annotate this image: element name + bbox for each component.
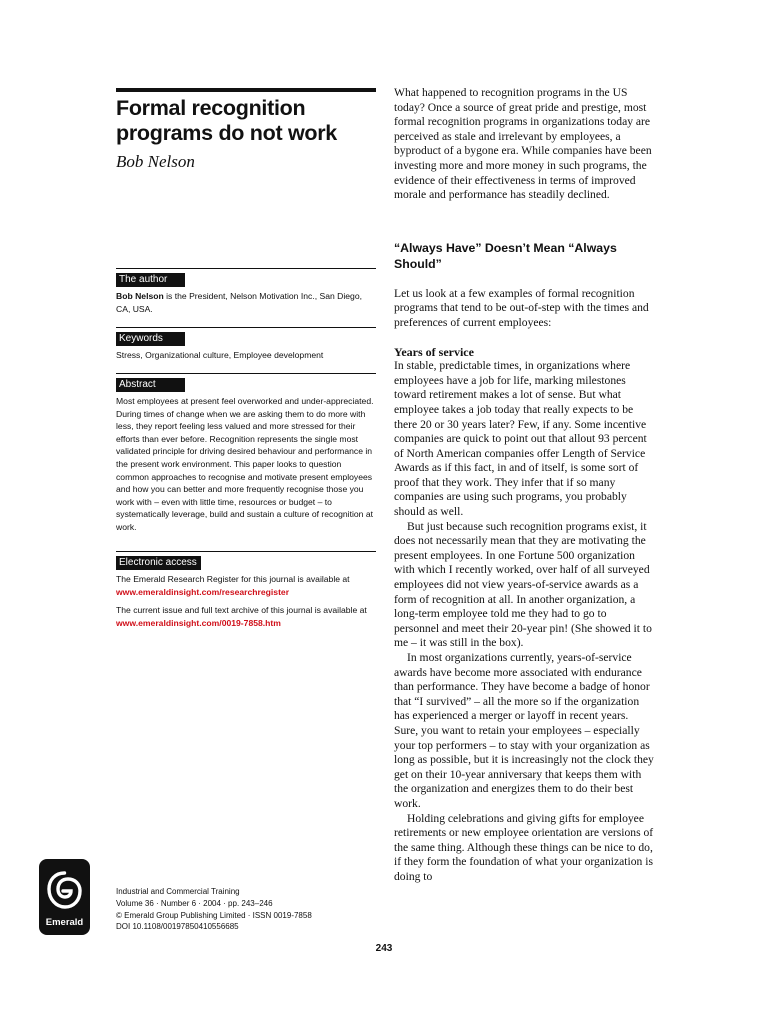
- body-paragraph: In stable, predictable times, in organizations where employees have a job for life, marking milestones toward retirement makes a lot of sense. But what employee takes a job today that really expects to be there 20 or 30 years later? Few, if any. Some incentive companies are quick to point out that allout 93 percent of North American companies offer Length of Service Awards as if this fact, in and of itself, is some sort of proof that they work. They infer that if so many companies are using such programs, you probably should as well.: [394, 359, 647, 519]
- access-text-1: The Emerald Research Register for this journal is available at: [116, 574, 350, 584]
- section-heading: “Always Have” Doesn’t Mean “Always Should”: [394, 240, 617, 271]
- section-body: [116, 290, 376, 315]
- access-text-2: The current issue and full text archive of this journal is available at: [116, 605, 367, 616]
- subsection-heading: Years of service: [394, 344, 474, 359]
- title-block: [116, 88, 376, 172]
- section-body: [116, 573, 376, 629]
- section-header: [116, 551, 376, 567]
- keywords-text: Stress, Organizational culture, Employee development: [116, 350, 324, 360]
- page-number: 243: [375, 943, 393, 954]
- abstract-text: Most employees at present feel overworked and under-appreciated. During times of change when we are asking them to do more with less, they report feeling less valued and more stressed for their efforts than ever before. Recognition represents the single most validated principle for driving desired behaviour and performance in the present work environment. This paper looks to question common approaches to recognise and motivate present employees and how you can better and more frequently recognise those you work with – even with little time, resources or budget – to systematically leverage, build and sustain a culture of recognition at work.: [116, 396, 374, 532]
- author-affiliation: is the President, Nelson Motivation Inc., San Diego, CA, USA.: [116, 291, 362, 314]
- section-header: [116, 373, 376, 389]
- section-keywords: [116, 327, 376, 368]
- citation-line-1: Industrial and Commercial Training: [116, 887, 240, 896]
- body-column: [394, 86, 654, 885]
- title-line-1: Formal recognition: [116, 96, 306, 120]
- section-the-author: [116, 268, 376, 321]
- section-label: The author: [116, 273, 185, 287]
- article-author: Bob Nelson: [116, 152, 195, 171]
- title-line-2: programs do not work: [116, 121, 337, 145]
- journal-citation: [116, 886, 386, 933]
- title-rule: [116, 88, 376, 92]
- research-register-link[interactable]: www.emeraldinsight.com/researchregister: [116, 586, 290, 597]
- citation-line-4: DOI 10.1108/00197850410556685: [116, 922, 239, 932]
- body-paragraph: In most organizations currently, years-of-service awards have become more associated with endurance than performance. They have become a badge of honor that “I survived” – all the more so if the organization has experienced a merger or layoff in recent years. Sure, you want to retain your employees – especially your top performers – to stay with your organization as long as possible, but it is increasingly not the clock they get on their 10-year anniversary that keeps them with the organization and energizes them to do their best work.: [394, 651, 654, 810]
- section-label: Electronic access: [116, 556, 201, 570]
- section-electronic-access: [116, 551, 376, 635]
- article-title: [116, 96, 376, 146]
- emerald-swirl-icon: [45, 869, 84, 913]
- section-header: [116, 327, 376, 343]
- emerald-logo: [39, 859, 90, 935]
- body-paragraph: Let us look at a few examples of formal recognition programs that tend to be out-of-step with the times and preferences of current employees:: [394, 286, 649, 329]
- author-name: Bob Nelson: [116, 291, 164, 301]
- section-body: [116, 395, 376, 534]
- body-paragraph: But just because such recognition programs exist, it does not necessarily mean that they are motivating the present employees. In one Fortune 500 organization with which I recently worked, over half of all surveyed employees did not view years-of-service awards as a form of recognition at all. In another organization, a long-term employee told me they had to go to personnel and meet their 20-year pin! (She showed it to me – it was still in the box).: [394, 519, 652, 650]
- section-header: [116, 268, 376, 284]
- citation-line-3: © Emerald Group Publishing Limited · ISSN 0019-7858: [116, 910, 312, 920]
- section-abstract: [116, 373, 376, 540]
- journal-archive-link[interactable]: www.emeraldinsight.com/0019-7858.htm: [116, 617, 281, 628]
- section-body: [116, 349, 376, 362]
- body-paragraph: Holding celebrations and giving gifts for employee retirements or new employee orientation are versions of the same thing. Although these things can be nice to do, if they form the foundation of what your organization is doing to: [394, 811, 654, 883]
- citation-line-2: Volume 36 · Number 6 · 2004 · pp. 243–246: [116, 898, 273, 908]
- logo-label: Emerald: [45, 917, 84, 928]
- intro-paragraph: What happened to recognition programs in the US today? Once a source of great pride and prestige, most formal recognition programs in organizations today are perceived as stale and irrelevant by employees, a byproduct of a bygone era. While companies have been investing more and more money in such programs, the evidence of their effectiveness in terms of improved morale and performance has steadily declined.: [394, 86, 652, 202]
- section-label: Keywords: [116, 332, 185, 346]
- section-label: Abstract: [116, 378, 185, 392]
